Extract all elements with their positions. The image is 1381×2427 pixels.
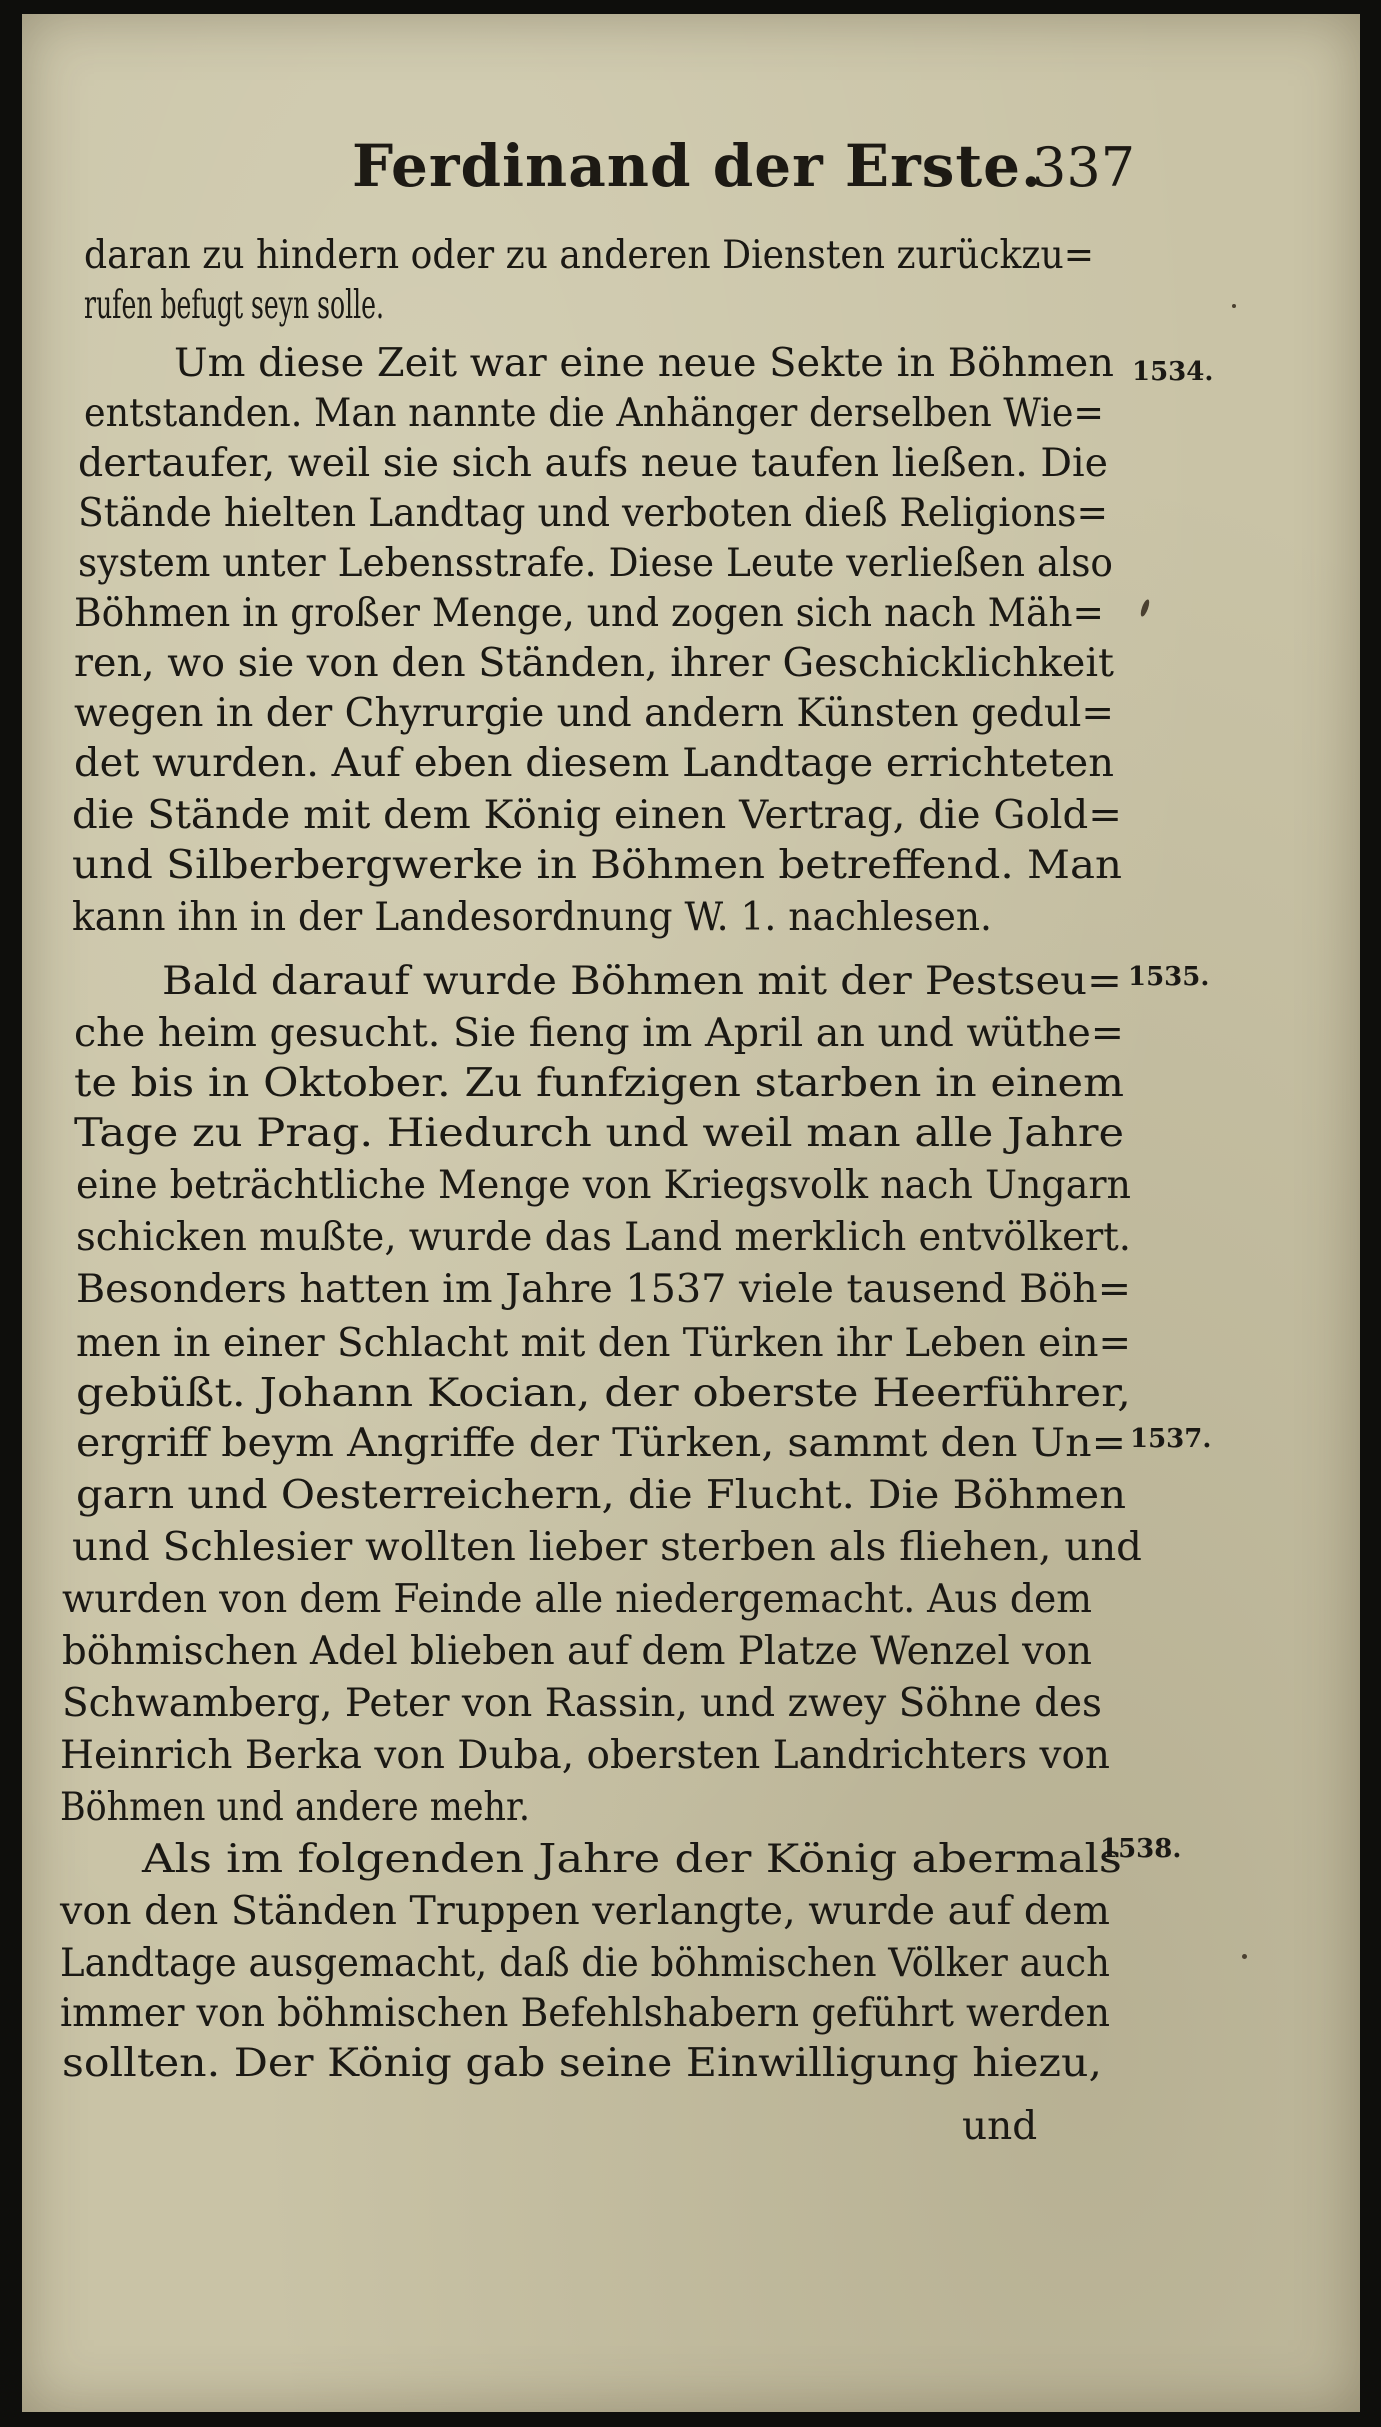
text-line: sollten. Der König gab seine Einwilligung hiezu, [62,2041,1102,2086]
text-line: Schwamberg, Peter von Rassin, und zwey Söhne des [62,1681,1102,1726]
text-line: Böhmen und andere mehr. [60,1785,530,1830]
running-head-title: Ferdinand der Erste. [352,132,1043,200]
paper-speck [1139,599,1151,618]
text-line: Tage zu Prag. Hiedurch und weil man alle Jahre [74,1111,1124,1156]
text-line: che heim gesucht. Sie fieng im April an und wüthe= [74,1011,1124,1056]
text-line: und Silberbergwerke in Böhmen betreffend. Man [72,843,1122,888]
margin-year-1537: 1537. [1130,1424,1212,1454]
text-line: von den Ständen Truppen verlangte, wurde auf dem [60,1889,1110,1934]
margin-year-1534: 1534. [1132,357,1214,387]
text-line: gebüßt. Johann Kocian, der oberste Heerführer, [76,1371,1131,1416]
text-line: wegen in der Chyrurgie und andern Künsten gedul= [74,691,1114,736]
text-line: dertaufer, weil sie sich aufs neue taufen ließen. Die [78,441,1108,486]
text-line: ergriff beym Angriffe der Türken, sammt den Un= [76,1421,1126,1466]
book-page [22,14,1360,2412]
text-line: Bald darauf wurde Böhmen mit der Pestseu= [162,959,1122,1004]
text-line: kann ihn in der Landesordnung W. 1. nachlesen. [72,895,992,940]
text-line: Landtage ausgemacht, daß die böhmischen Völker auch [60,1941,1110,1986]
text-line: Böhmen in großer Menge, und zogen sich nach Mäh= [74,591,1104,636]
page-number: 337 [1032,136,1136,199]
text-line: garn und Oesterreichern, die Flucht. Die Böhmen [76,1473,1126,1518]
margin-year-1538: 1538. [1100,1834,1182,1864]
text-line: entstanden. Man nannte die Anhänger derselben Wie= [84,391,1104,436]
text-line: schicken mußte, wurde das Land merklich entvölkert. [76,1215,1131,1260]
text-line: die Stände mit dem König einen Vertrag, die Gold= [72,793,1122,838]
text-line: det wurden. Auf eben diesem Landtage errichteten [74,741,1114,786]
catchword: und [962,2104,1038,2149]
text-line: Um diese Zeit war eine neue Sekte in Böhmen [174,341,1114,386]
text-line: rufen befugt seyn solle. [84,283,384,328]
text-line: Als im folgenden Jahre der König abermals [142,1837,1122,1882]
text-line: wurden von dem Feinde alle niedergemacht. Aus dem [62,1577,1092,1622]
text-line: Besonders hatten im Jahre 1537 viele tausend Böh= [76,1267,1131,1312]
paper-speck [1232,304,1236,308]
text-line: Heinrich Berka von Duba, obersten Landrichters von [60,1733,1110,1778]
text-line: men in einer Schlacht mit den Türken ihr Leben ein= [76,1321,1131,1366]
text-line: daran zu hindern oder zu anderen Diensten zurückzu= [84,233,1094,278]
text-line: und Schlesier wollten lieber sterben als fliehen, und [72,1525,1142,1570]
text-line: immer von böhmischen Befehlshabern geführt werden [60,1991,1110,2036]
text-line: Stände hielten Landtag und verboten dieß Religions= [78,491,1108,536]
text-line: böhmischen Adel blieben auf dem Platze Wenzel von [62,1629,1092,1674]
text-line: ren, wo sie von den Ständen, ihrer Geschicklichkeit [74,641,1114,686]
paper-speck [1242,1954,1247,1959]
text-line: system unter Lebensstrafe. Diese Leute verließen also [78,541,1113,586]
text-line: eine beträchtliche Menge von Kriegsvolk nach Ungarn [76,1163,1131,1208]
text-line: te bis in Oktober. Zu funfzigen starben in einem [74,1061,1124,1106]
margin-year-1535: 1535. [1128,962,1210,992]
